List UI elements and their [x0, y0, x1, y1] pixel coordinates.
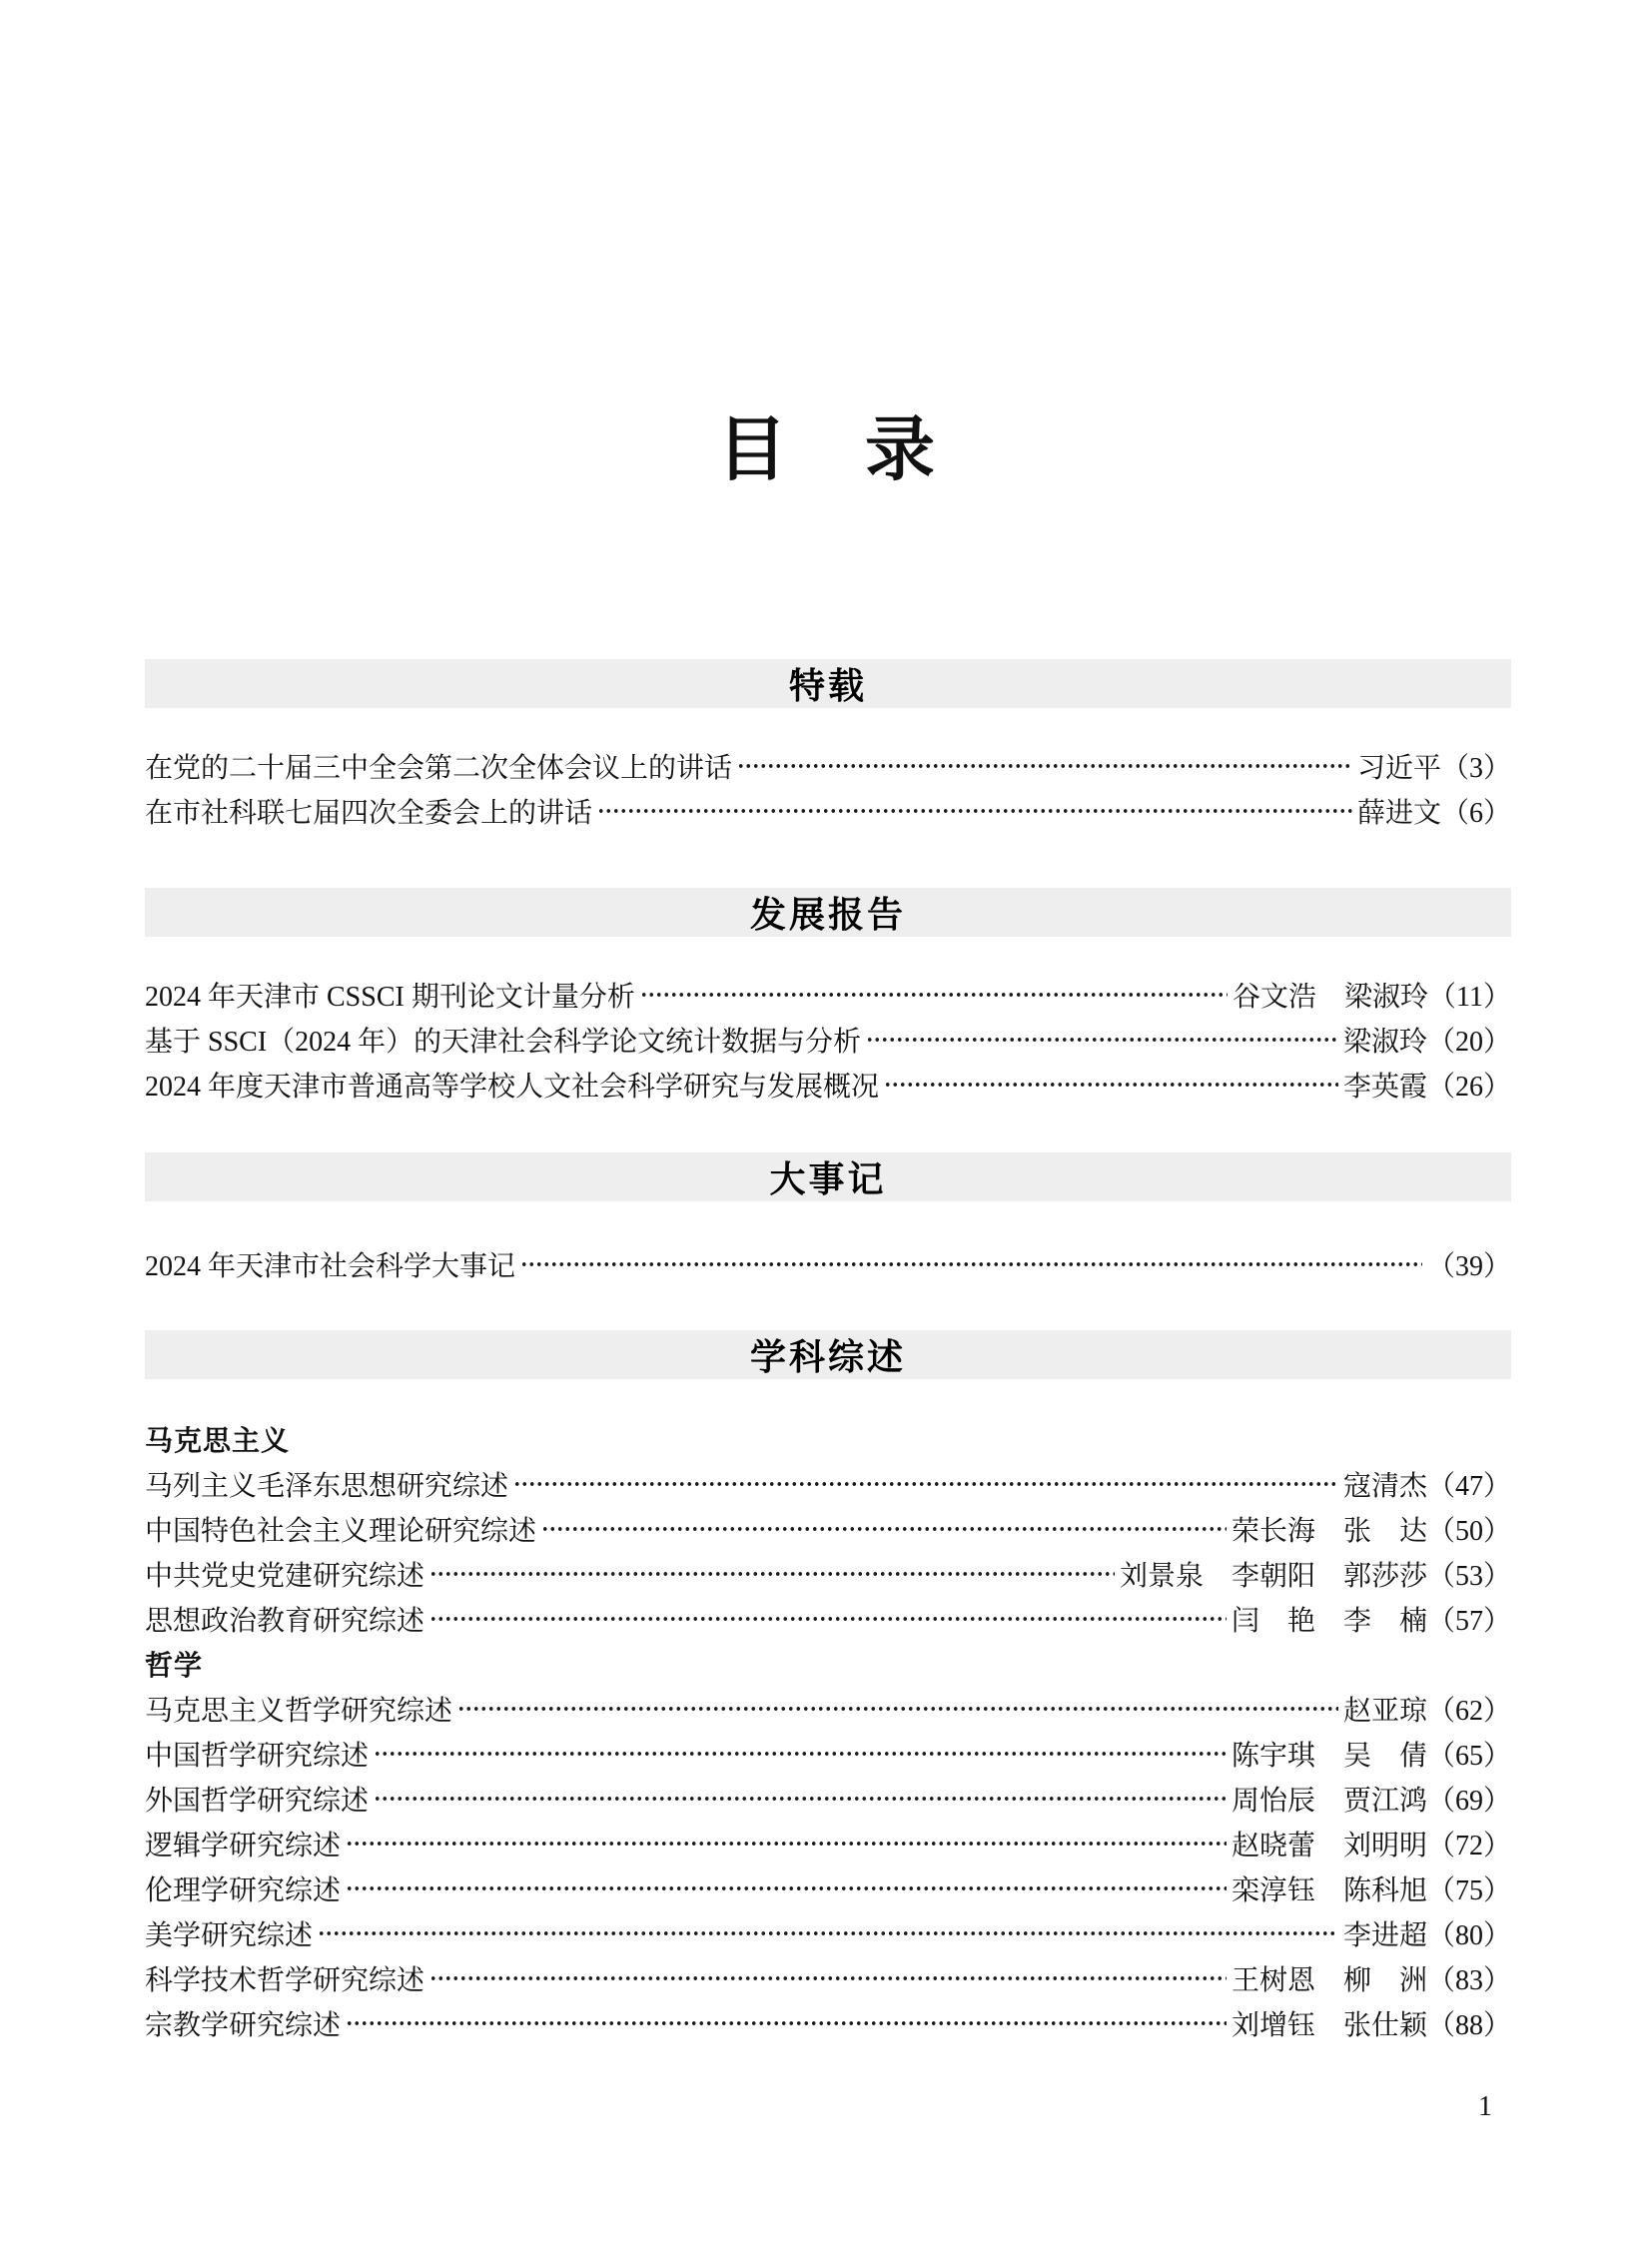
section-header-xueke-zongshu [145, 1330, 1511, 1379]
entry-title: 马克思主义哲学研究综述 [145, 1695, 453, 1727]
entry-page-number: （57） [1426, 1605, 1511, 1637]
entry-page-number: （62） [1426, 1695, 1511, 1727]
entry-title: 在市社科联七届四次全委会上的讲话 [145, 797, 593, 829]
subsection-heading-makesizhuyi [145, 1416, 1511, 1461]
toc-entry [145, 1821, 1511, 1866]
dot-leader [455, 1686, 1338, 1731]
dot-leader [638, 972, 1228, 1017]
entry-title: 中共党史党建研究综述 [145, 1560, 425, 1592]
entry-title: 思想政治教育研究综述 [145, 1605, 425, 1637]
dot-leader [864, 1017, 1338, 1062]
entry-authors: 谷文浩 梁淑玲 [1233, 981, 1429, 1013]
section-entries-xueke-zongshu [145, 1416, 1511, 2045]
entry-title: 伦理学研究综述 [145, 1874, 342, 1906]
dot-leader [427, 1551, 1115, 1596]
section-header-fazhan-baogao [145, 888, 1511, 937]
entry-title: 2024 年天津市社会科学大事记 [145, 1250, 516, 1282]
folio-page-number: 1 [1478, 2091, 1492, 2122]
entry-title: 基于 SSCI（2024 年）的天津社会科学论文统计数据与分析 [145, 1026, 862, 1058]
entry-page-number: （53） [1426, 1560, 1511, 1592]
section-header-tezai [145, 659, 1511, 708]
entry-authors: 李英霞 [1342, 1071, 1427, 1103]
entry-title: 科学技术哲学研究综述 [145, 1964, 425, 1996]
section-entries-tezai [145, 743, 1511, 833]
entry-page-number: （26） [1426, 1071, 1511, 1103]
page-title: 目 录 [717, 412, 939, 489]
entry-authors: 刘景泉 李朝阳 郭莎莎 [1119, 1560, 1427, 1592]
entry-authors: 荣长海 张 达 [1231, 1515, 1427, 1547]
entry-title: 2024 年度天津市普通高等学校人文社会科学研究与发展概况 [145, 1071, 880, 1103]
entry-title: 宗教学研究综述 [145, 2009, 342, 2041]
toc-entry [145, 1461, 1511, 1506]
toc-entry [145, 743, 1511, 788]
section-header-label: 发展报告 [749, 894, 906, 935]
dot-leader [427, 1596, 1227, 1641]
entry-title: 2024 年天津市 CSSCI 期刊论文计量分析 [145, 981, 635, 1013]
section-header-label: 学科综述 [749, 1336, 906, 1377]
toc-entry [145, 1686, 1511, 1731]
section-header-dashiji [145, 1152, 1511, 1201]
entry-title: 中国哲学研究综述 [145, 1740, 370, 1772]
entry-title: 马列主义毛泽东思想研究综述 [145, 1470, 509, 1502]
entry-authors: 栾淳钰 陈科旭 [1231, 1874, 1427, 1906]
entry-authors: 刘增钰 张仕颖 [1231, 2009, 1427, 2041]
toc-entry [145, 1017, 1511, 1062]
toc-entry [145, 1776, 1511, 1821]
entry-page-number: （50） [1426, 1515, 1511, 1547]
dot-leader [344, 1821, 1227, 1866]
subsection-label: 马克思主义 [145, 1424, 291, 1456]
subsection-heading-zhexue [145, 1641, 1511, 1686]
entry-authors: 李进超 [1342, 1919, 1427, 1951]
entry-page-number: （11） [1428, 981, 1511, 1013]
entry-title: 外国哲学研究综述 [145, 1785, 370, 1817]
section-entries-dashiji [145, 1241, 1511, 1286]
entry-authors: 王树恩 柳 洲 [1231, 1964, 1427, 1996]
entry-authors: 寇清杰 [1342, 1470, 1427, 1502]
entry-page-number: （65） [1426, 1740, 1511, 1772]
dot-leader [427, 1955, 1227, 2000]
dot-leader [518, 1241, 1422, 1286]
entry-page-number: （39） [1426, 1250, 1511, 1282]
entry-page-number: （3） [1440, 752, 1511, 784]
entry-page-number: （20） [1426, 1026, 1511, 1058]
entry-title: 美学研究综述 [145, 1919, 314, 1951]
entry-title: 逻辑学研究综述 [145, 1830, 342, 1862]
dot-leader [539, 1506, 1227, 1551]
subsection-label: 哲学 [145, 1649, 204, 1681]
entry-page-number: （83） [1426, 1964, 1511, 1996]
entry-authors: 赵亚琼 [1342, 1695, 1427, 1727]
toc-entry [145, 1241, 1511, 1286]
toc-entry [145, 1955, 1511, 2000]
toc-entry [145, 1866, 1511, 1910]
entry-title: 中国特色社会主义理论研究综述 [145, 1515, 537, 1547]
toc-entry [145, 1551, 1511, 1596]
dot-leader [316, 1910, 1338, 1955]
entry-authors: 陈宇琪 吴 倩 [1231, 1740, 1427, 1772]
dot-leader [344, 2000, 1227, 2045]
section-header-label: 大事记 [769, 1158, 887, 1199]
dot-leader [595, 788, 1352, 833]
entry-authors: 周怡辰 贾江鸿 [1231, 1785, 1427, 1817]
entry-page-number: （72） [1426, 1830, 1511, 1862]
dot-leader [511, 1461, 1338, 1506]
entry-authors: 薛进文 [1356, 797, 1441, 829]
entry-page-number: （75） [1426, 1874, 1511, 1906]
toc-entry [145, 972, 1511, 1017]
section-entries-fazhan-baogao [145, 972, 1511, 1107]
entry-page-number: （69） [1426, 1785, 1511, 1817]
entry-page-number: （80） [1426, 1919, 1511, 1951]
dot-leader [372, 1731, 1227, 1776]
dot-leader [344, 1866, 1227, 1910]
toc-entry [145, 1062, 1511, 1107]
entry-authors: 习近平 [1356, 752, 1441, 784]
entry-page-number: （88） [1426, 2009, 1511, 2041]
entry-authors: 梁淑玲 [1342, 1026, 1427, 1058]
toc-entry [145, 2000, 1511, 2045]
toc-entry [145, 788, 1511, 833]
toc-content-column [145, 0, 1511, 2045]
entry-page-number: （6） [1440, 797, 1511, 829]
toc-entry [145, 1596, 1511, 1641]
entry-title: 在党的二十届三中全会第二次全体会议上的讲话 [145, 752, 733, 784]
section-header-label: 特载 [788, 665, 867, 706]
toc-entry [145, 1910, 1511, 1955]
dot-leader [882, 1062, 1338, 1107]
entry-authors: 闫 艳 李 楠 [1231, 1605, 1427, 1637]
toc-entry [145, 1731, 1511, 1776]
entry-page-number: （47） [1426, 1470, 1511, 1502]
dot-leader [372, 1776, 1227, 1821]
toc-entry [145, 1506, 1511, 1551]
dot-leader [735, 743, 1352, 788]
entry-authors: 赵晓蕾 刘明明 [1231, 1830, 1427, 1862]
